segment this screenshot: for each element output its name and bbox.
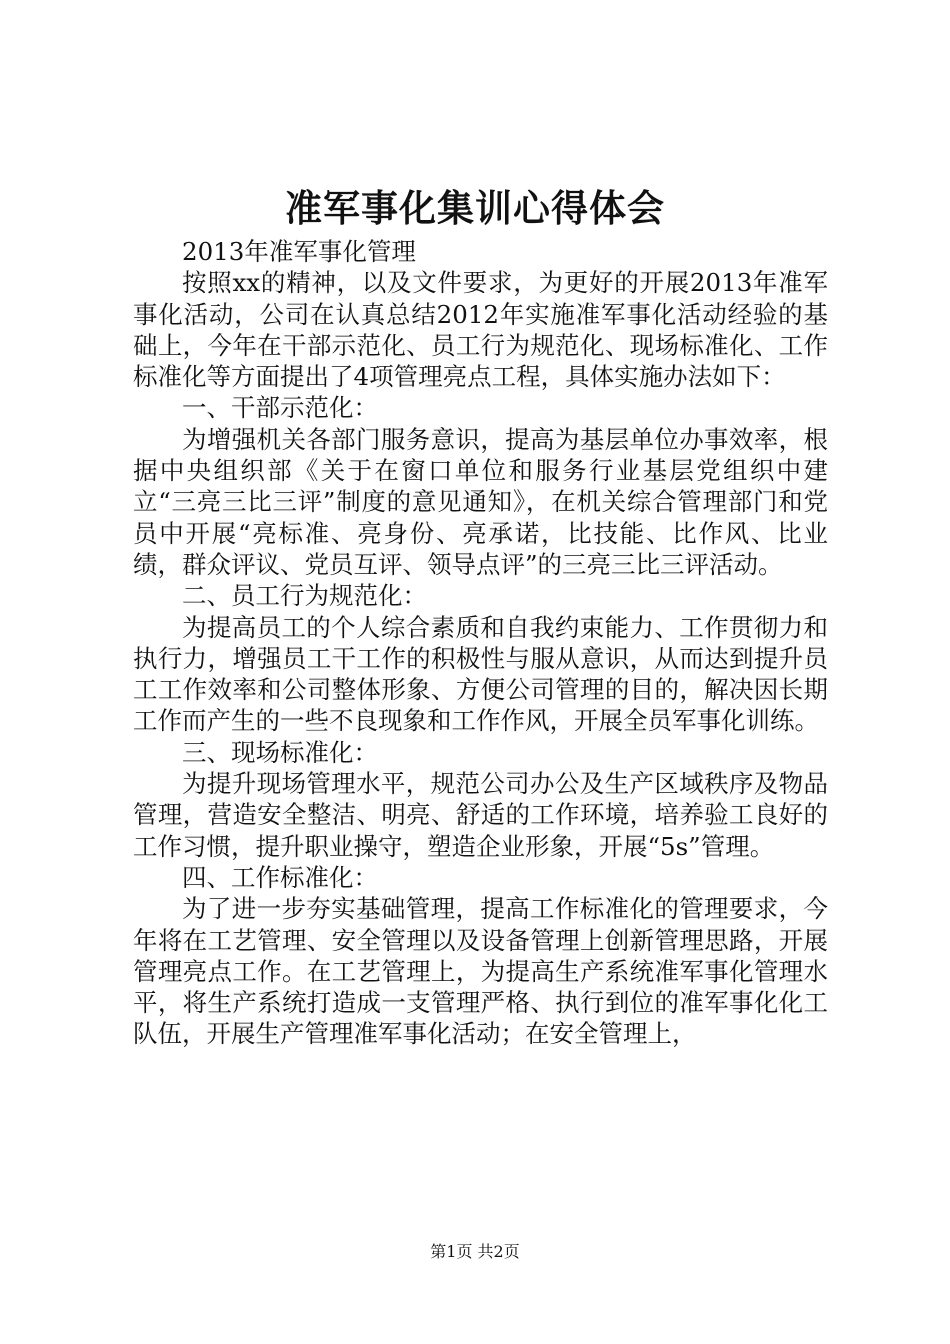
- page-footer: 第1页 共2页: [430, 1242, 520, 1261]
- section-heading-3: 三、现场标准化：: [182, 737, 378, 767]
- section-body-1: 为增强机关各部门服务意识，提高为基层单位办事效率，根据中央组织部《关于在窗口单位和服务行业基层党组织中建立“三亮三比三评”制度的意见通知》，在机关综合管理部门和党员中开展“亮标准、亮身份、亮承诺，比技能、比作风、比业绩，群众评议、党员互评、领导点评”的三亮三比三评活动。: [133, 424, 828, 579]
- paragraph-subtitle: 2013年准军事化管理: [182, 237, 416, 266]
- paragraph-intro: 按照xx的精神，以及文件要求，为更好的开展2013年准军事化活动，公司在认真总结2012年实施准军事化活动经验的基础上，今年在干部示范化、员工行为规范化、现场标准化、工作标准化等方面提出了4项管理亮点工程，具体实施办法如下：: [133, 268, 828, 392]
- section-body-2: 为提高员工的个人综合素质和自我约束能力、工作贯彻力和执行力，增强员工干工作的积极性与服从意识，从而达到提升员工工作效率和公司整体形象、方便公司管理的目的，解决因长期工作而产生的一些不良现象和工作作风，开展全员军事化训练。: [133, 612, 828, 736]
- section-heading-1: 一、干部示范化：: [182, 393, 378, 423]
- section-heading-2: 二、员工行为规范化：: [182, 581, 427, 611]
- document-title: 准军事化集训心得体会: [285, 186, 665, 230]
- section-heading-4: 四、工作标准化：: [182, 862, 378, 892]
- document-body: [133, 236, 828, 1050]
- section-body-4: 为了进一步夯实基础管理，提高工作标准化的管理要求，今年将在工艺管理、安全管理以及设备管理上创新管理思路，开展管理亮点工作。在工艺管理上，为提高生产系统准军事化管理水平，将生产系统打造成一支管理严格、执行到位的准军事化化工队伍，开展生产管理准军事化活动；在安全管理上，: [133, 894, 828, 1049]
- section-body-3: 为提升现场管理水平，规范公司办公及生产区域秩序及物品管理，营造安全整洁、明亮、舒适的工作环境，培养验工良好的工作习惯，提升职业操守，塑造企业形象，开展“5s”管理。: [133, 769, 828, 861]
